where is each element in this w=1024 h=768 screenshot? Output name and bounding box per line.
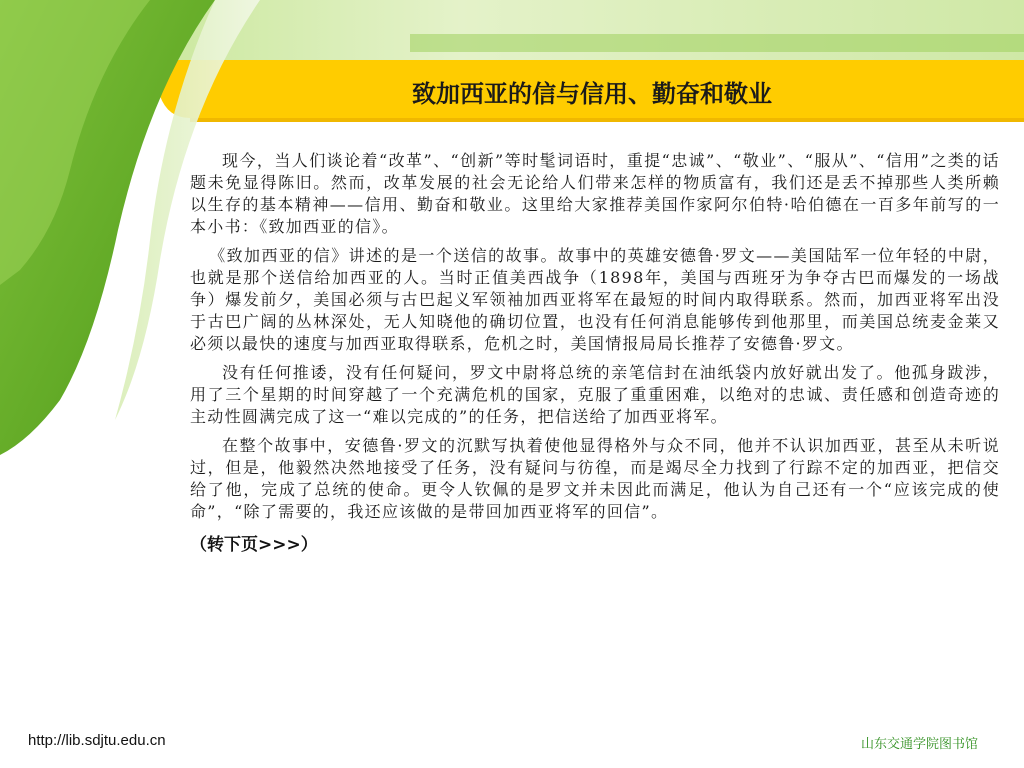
paragraph-1: 现今，当人们谈论着“改革”、“创新”等时髦词语时，重提“忠诚”、“敬业”、“服从”、“信用”之类的话题未免显得陈旧。然而，改革发展的社会无论给人们带来怎样的物质富有，我们还是丢不掉那些人类所赖以生存的基本精神——信用、勤奋和敬业。这里给大家推荐美国作家阿尔伯特·哈伯德在一百多年前写的一本小书：《致加西亚的信》。 bbox=[190, 151, 1000, 236]
article-body bbox=[190, 150, 1000, 555]
banner-underline bbox=[190, 118, 1024, 122]
paragraph-4: 在整个故事中，安德鲁·罗文的沉默写执着使他显得格外与众不同，他并不认识加西亚，甚至从未听说过，但是，他毅然决然地接受了任务，没有疑问与彷徨，而是竭尽全力找到了行踪不定的加西亚，把信交给了他，完成了总统的使命。更令人钦佩的是罗文并未因此而满足，他认为自己还有一个“应该完成的使命”，“除了需要的，我还应该做的是带回加西亚将军的回信”。 bbox=[190, 436, 1000, 521]
slide-title: 致加西亚的信与信用、勤奋和敬业 bbox=[412, 80, 772, 108]
paragraph-2: 《致加西亚的信》讲述的是一个送信的故事。故事中的英雄安德鲁·罗文——美国陆军一位年轻的中尉，也就是那个送信给加西亚的人。当时正值美西战争（1898年，美国与西班牙为争夺古巴而爆发的一场战争）爆发前夕，美国必须与古巴起义军领袖加西亚将军在最短的时间内取得联系。然而，加西亚将军出没于古巴广阔的丛林深处，无人知晓他的确切位置，也没有任何消息能够传到他那里，而美国总统麦金莱又必须以最快的速度与加西亚取得联系，危机之时，美国情报局局长推荐了安德鲁·罗文。 bbox=[190, 246, 1000, 353]
continue-next-page-link[interactable]: （转下页>>>） bbox=[190, 535, 318, 555]
top-band-highlight bbox=[410, 34, 1024, 52]
footer-organization: 山东交通学院图书馆 bbox=[860, 737, 978, 752]
footer-url: http://lib.sdjtu.edu.cn bbox=[28, 732, 166, 749]
paragraph-3: 没有任何推诿，没有任何疑问，罗文中尉将总统的亲笔信封在油纸袋内放好就出发了。他孤身跋涉，用了三个星期的时间穿越了一个充满危机的国家，克服了重重困难，以绝对的忠诚、责任感和创造奇迹的主动性圆满完成了这一“难以完成的”的任务，把信送给了加西亚将军。 bbox=[190, 363, 1000, 426]
